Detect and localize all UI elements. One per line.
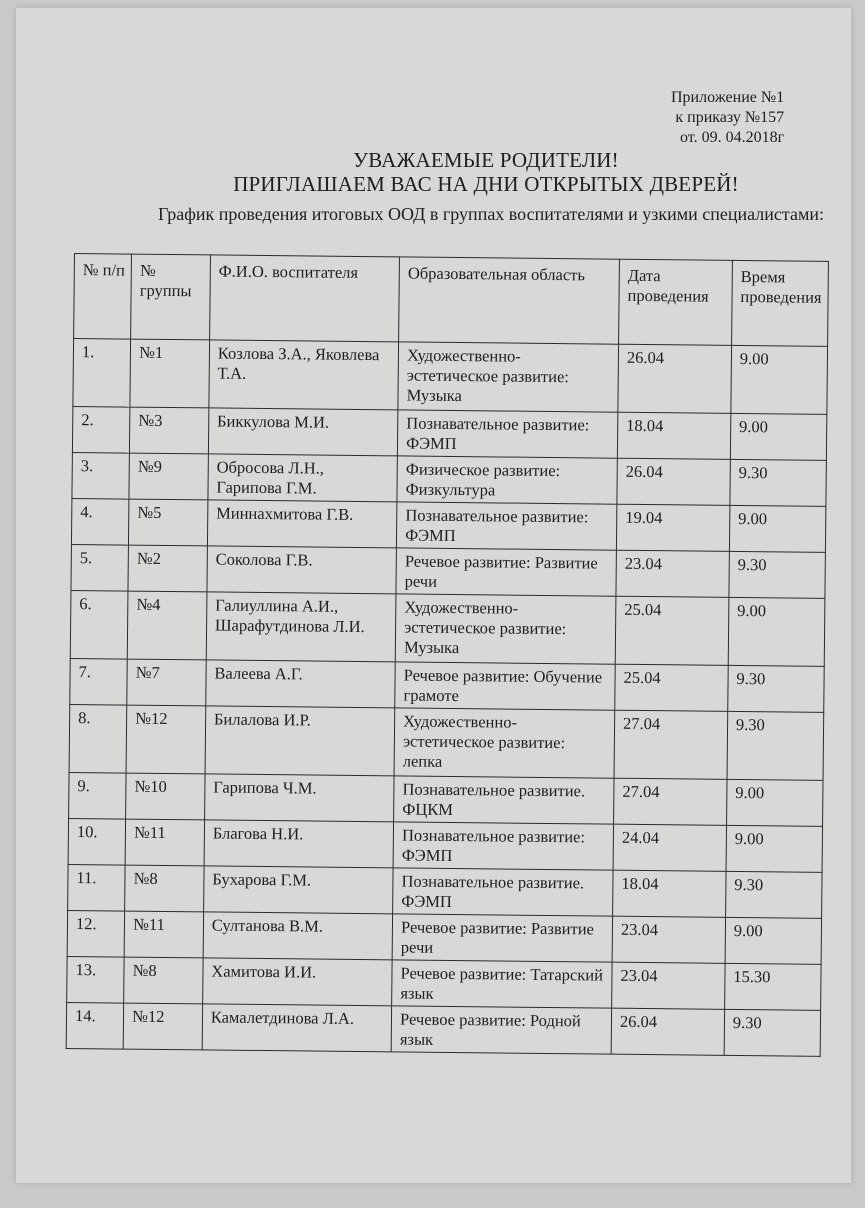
cell-time: 9.00	[726, 779, 823, 826]
cell-group: №8	[124, 957, 203, 1004]
table-row	[68, 864, 822, 918]
cell-area: Познавательное развитие. ФЭМП	[393, 868, 613, 916]
table-row	[67, 956, 821, 1010]
appendix-line-2: к приказу №157	[675, 109, 785, 126]
cell-time: 9.00	[728, 597, 825, 666]
cell-group: №1	[130, 339, 209, 408]
header-area: Образовательная область	[399, 257, 620, 344]
header-time: Время проведения	[731, 260, 828, 346]
cell-number: 4.	[71, 498, 129, 545]
cell-teacher: Биккулова М.И.	[208, 408, 398, 456]
cell-number: 9.	[69, 772, 127, 819]
cell-group: №11	[124, 911, 203, 958]
cell-teacher: Миннахмитова Г.В.	[207, 500, 397, 548]
page-title	[206, 148, 766, 196]
table-row	[73, 339, 828, 415]
document-page	[16, 8, 851, 1183]
cell-date: 27.04	[614, 778, 727, 825]
cell-area: Художественно-эстетическое развитие: Музыка	[398, 342, 619, 412]
cell-number: 6.	[70, 590, 128, 659]
cell-time: 9.00	[730, 413, 827, 460]
cell-time: 9.30	[724, 1009, 821, 1056]
schedule-table	[66, 253, 829, 1057]
appendix-line-3: от. 09. 04.2018г	[680, 129, 785, 146]
header-number: № п/п	[74, 254, 132, 340]
cell-teacher: Камалетдинова Л.А.	[202, 1004, 392, 1052]
cell-date: 18.04	[617, 412, 730, 459]
cell-teacher: Гарипова Ч.М.	[204, 774, 394, 822]
table-row	[68, 818, 822, 872]
cell-teacher: Соколова Г.В.	[207, 546, 397, 594]
cell-date: 18.04	[613, 870, 726, 917]
cell-number: 14.	[66, 1002, 124, 1049]
cell-teacher: Благова Н.И.	[204, 820, 394, 868]
cell-group: №12	[123, 1003, 202, 1050]
table-row	[71, 498, 825, 552]
cell-area: Речевое развитие: Развитие речи	[396, 548, 616, 596]
table-row	[71, 544, 825, 598]
cell-area: Художественно-эстетическое развитие: Музыка	[395, 594, 616, 664]
cell-teacher: Бухарова Г.М.	[203, 866, 393, 914]
appendix-line-1: Приложение №1	[671, 89, 785, 106]
cell-number: 1.	[73, 339, 131, 408]
cell-group: №5	[129, 499, 208, 546]
cell-date: 26.04	[611, 1008, 724, 1055]
cell-teacher: Валеева А.Г.	[206, 660, 396, 708]
cell-teacher: Билалова И.Р.	[205, 706, 395, 776]
cell-date: 23.04	[616, 550, 729, 597]
cell-area: Познавательное развитие: ФЭМП	[397, 502, 617, 550]
cell-number: 5.	[71, 544, 129, 591]
cell-group: №7	[127, 659, 206, 706]
cell-area: Речевое развитие: Обучение грамоте	[395, 662, 615, 710]
table-row	[70, 590, 825, 666]
cell-number: 3.	[72, 452, 130, 499]
cell-time: 9.30	[729, 551, 826, 598]
table-row	[66, 1002, 820, 1056]
cell-date: 19.04	[616, 504, 729, 551]
cell-number: 7.	[70, 658, 128, 705]
cell-group: №8	[125, 865, 204, 912]
cell-number: 11.	[68, 864, 126, 911]
title-line-1: УВАЖАЕМЫЕ РОДИТЕЛИ!	[353, 148, 619, 172]
appendix-reference	[671, 88, 784, 148]
cell-time: 9.30	[730, 459, 827, 506]
cell-group: №9	[129, 453, 208, 500]
cell-date: 26.04	[618, 344, 732, 413]
cell-number: 12.	[67, 910, 125, 957]
cell-area: Речевое развитие: Татарский язык	[392, 960, 612, 1008]
cell-date: 23.04	[612, 916, 725, 963]
cell-area: Художественно-эстетическое развитие: лепка	[394, 708, 615, 778]
cell-number: 13.	[67, 956, 125, 1003]
table-row	[69, 704, 824, 780]
cell-area: Познавательное развитие: ФЭМП	[398, 410, 618, 458]
cell-group: №12	[126, 705, 205, 774]
table-row	[67, 910, 821, 964]
cell-date: 27.04	[614, 710, 728, 779]
cell-area: Познавательное развитие. ФЦКМ	[394, 776, 614, 824]
cell-time: 9.30	[725, 871, 822, 918]
cell-teacher: Козлова З.А., Яковлева Т.А.	[209, 340, 399, 410]
table-row	[72, 406, 826, 460]
cell-date: 26.04	[617, 458, 730, 505]
cell-number: 10.	[68, 818, 126, 865]
cell-area: Познавательное развитие: ФЭМП	[393, 822, 613, 870]
cell-number: 8.	[69, 704, 127, 773]
cell-area: Речевое развитие: Развитие речи	[392, 914, 612, 962]
cell-teacher: Хамитова И.И.	[203, 958, 393, 1006]
cell-group: №2	[128, 545, 207, 592]
table-row	[70, 658, 824, 712]
cell-time: 15.30	[725, 963, 822, 1010]
cell-teacher: Галиуллина А.И., Шарафутдинова Л.И.	[206, 592, 396, 662]
cell-teacher: Султанова В.М.	[203, 912, 393, 960]
cell-time: 9.30	[728, 665, 825, 712]
cell-time: 9.30	[727, 711, 824, 780]
cell-teacher: Обросова Л.Н., Гарипова Г.М.	[208, 454, 398, 502]
cell-group: №4	[127, 591, 206, 660]
schedule-subtitle: График проведения итоговых ООД в группах воспитателями и узкими специалистами:	[157, 204, 825, 224]
header-date: Дата проведения	[619, 259, 733, 345]
cell-time: 9.00	[725, 917, 822, 964]
cell-area: Речевое развитие: Родной язык	[391, 1006, 611, 1054]
table-row	[72, 452, 826, 506]
cell-date: 25.04	[615, 596, 729, 665]
title-line-2: ПРИГЛАШАЕМ ВАС НА ДНИ ОТКРЫТЫХ ДВЕРЕЙ!	[233, 172, 739, 196]
cell-date: 25.04	[615, 664, 728, 711]
cell-number: 2.	[72, 406, 130, 453]
table-row	[69, 772, 823, 826]
cell-date: 24.04	[613, 824, 726, 871]
cell-time: 9.00	[729, 505, 826, 552]
header-teacher: Ф.И.О. воспитателя	[209, 255, 399, 342]
cell-date: 23.04	[612, 962, 725, 1009]
cell-group: №3	[130, 407, 209, 454]
cell-area: Физическое развитие: Физкультура	[397, 456, 617, 504]
cell-time: 9.00	[726, 825, 823, 872]
cell-time: 9.00	[731, 345, 828, 414]
cell-group: №10	[126, 773, 205, 820]
table-header-row	[74, 254, 829, 347]
header-group: № группы	[131, 254, 211, 340]
cell-group: №11	[125, 819, 204, 866]
